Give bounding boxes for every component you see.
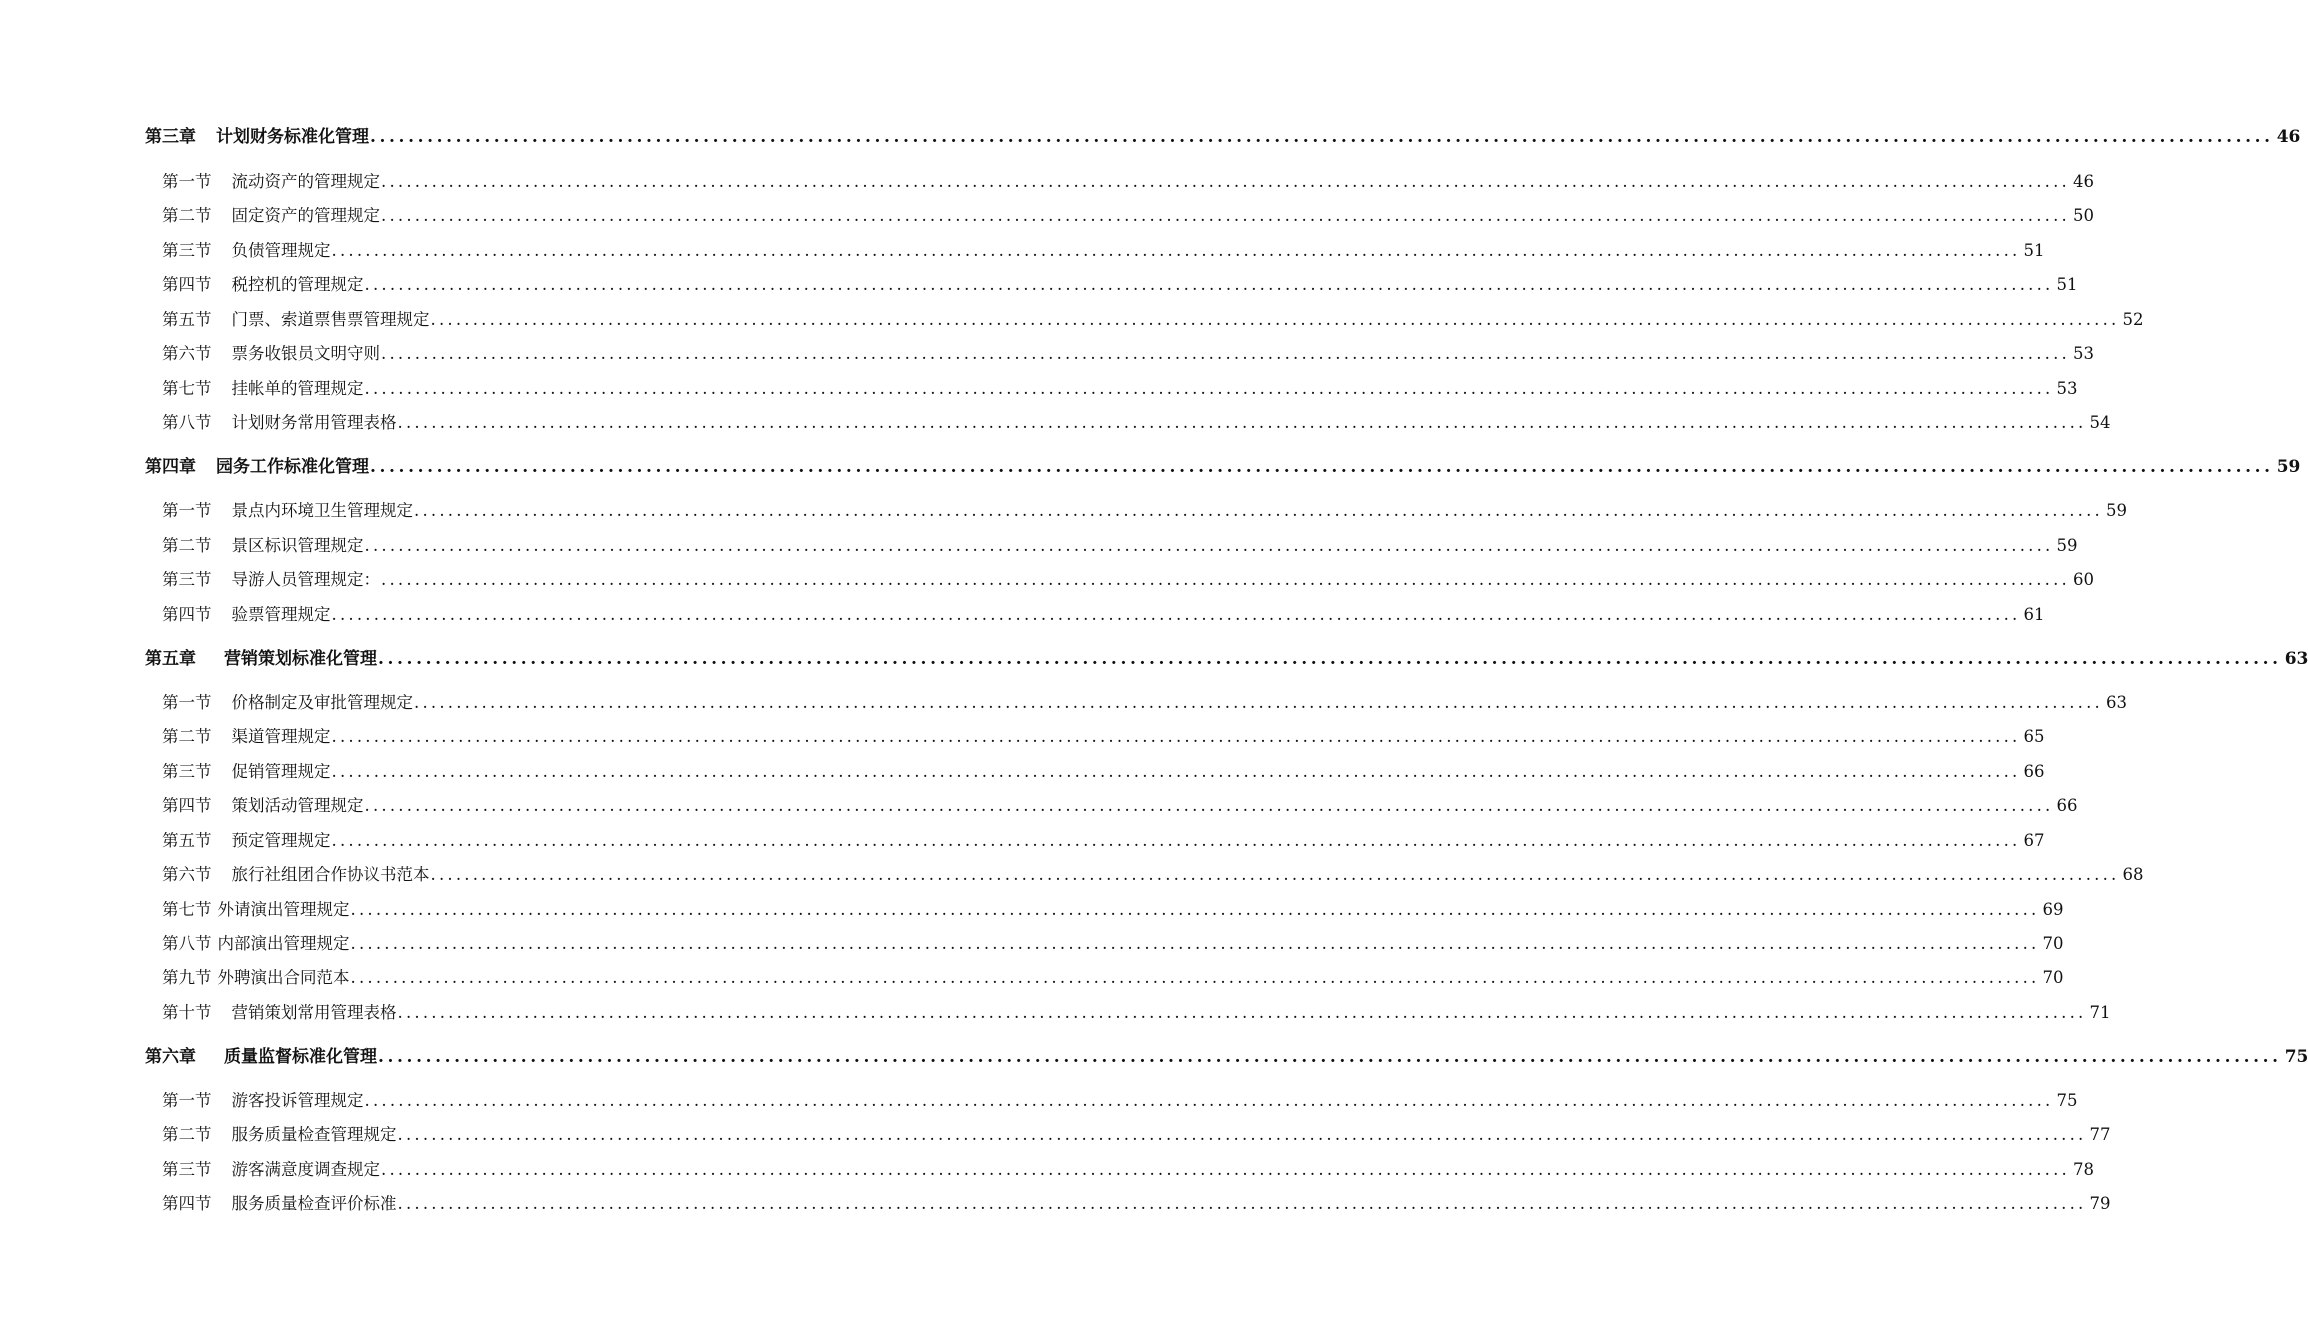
section-number: 第四节 <box>162 275 212 294</box>
section-number: 第八节 <box>162 934 212 953</box>
chapter-number: 第五章 <box>145 649 196 669</box>
dot-leader: ........................................................................................................................................................................................................ <box>364 796 2054 815</box>
section-title: 外聘演出合同范本 <box>217 968 350 987</box>
dot-leader: ........................................................................................................................................................................................................ <box>397 1125 2087 1144</box>
toc-section-entry[interactable] <box>162 499 2127 523</box>
page-number: 69 <box>2042 900 2064 919</box>
dot-leader: ........................................................................................................................................................................................................ <box>430 865 2120 884</box>
page-number: 75 <box>2056 1091 2078 1110</box>
toc-section-entry[interactable] <box>162 534 2078 558</box>
toc-section-entry[interactable] <box>162 308 2144 332</box>
dot-leader: ........................................................................................................................................................................................................ <box>378 1047 2282 1067</box>
section-title: 景点内环境卫生管理规定 <box>231 501 413 520</box>
page-number: 46 <box>2072 172 2094 191</box>
section-number: 第八节 <box>162 413 212 432</box>
dot-leader: ........................................................................................................................................................................................................ <box>331 605 2021 624</box>
toc-section-entry[interactable] <box>162 691 2127 715</box>
section-title: 预定管理规定 <box>231 831 331 850</box>
page-number: 68 <box>2122 865 2144 884</box>
section-number: 第二节 <box>162 206 212 225</box>
dot-leader: ........................................................................................................................................................................................................ <box>331 831 2021 850</box>
page-number: 53 <box>2072 344 2094 363</box>
page-number: 75 <box>2284 1047 2308 1067</box>
dot-leader: ........................................................................................................................................................................................................ <box>381 1160 2070 1179</box>
section-title: 服务质量检查管理规定 <box>231 1125 397 1144</box>
toc-section-entry[interactable] <box>162 966 2064 990</box>
section-number: 第六节 <box>162 344 212 363</box>
toc-section-entry[interactable] <box>162 170 2094 194</box>
chapter-title: 计划财务标准化管理 <box>216 127 369 147</box>
dot-leader: ........................................................................................................................................................................................................ <box>381 344 2070 363</box>
toc-section-entry[interactable] <box>162 1001 2111 1025</box>
page-number: 63 <box>2284 649 2308 669</box>
section-number: 第五节 <box>162 831 212 850</box>
dot-leader: ........................................................................................................................................................................................................ <box>397 413 2087 432</box>
dot-leader: ........................................................................................................................................................................................................ <box>381 172 2070 191</box>
toc-section-entry[interactable] <box>162 603 2045 627</box>
section-number: 第十节 <box>162 1003 212 1022</box>
toc-chapter-entry[interactable] <box>145 1045 2308 1069</box>
page-number: 51 <box>2056 275 2078 294</box>
chapter-title: 营销策划标准化管理 <box>224 649 377 669</box>
section-title: 策划活动管理规定 <box>231 796 364 815</box>
section-number: 第一节 <box>162 693 212 712</box>
section-number: 第一节 <box>162 1091 212 1110</box>
page-number: 66 <box>2056 796 2078 815</box>
section-title: 服务质量检查评价标准 <box>231 1194 397 1213</box>
page-number: 51 <box>2023 241 2045 260</box>
dot-leader: ........................................................................................................................................................................................................ <box>378 649 2282 669</box>
section-number: 第二节 <box>162 727 212 746</box>
dot-leader: ........................................................................................................................................................................................................ <box>331 762 2021 781</box>
page-number: 60 <box>2072 570 2094 589</box>
section-title: 验票管理规定 <box>231 605 331 624</box>
section-title: 挂帐单的管理规定 <box>231 379 364 398</box>
toc-section-entry[interactable] <box>162 760 2045 784</box>
page-number: 65 <box>2023 727 2045 746</box>
section-number: 第二节 <box>162 536 212 555</box>
page-number: 59 <box>2105 501 2127 520</box>
dot-leader: ........................................................................................................................................................................................................ <box>381 570 2070 589</box>
chapter-number: 第三章 <box>145 127 196 147</box>
section-title: 固定资产的管理规定 <box>231 206 380 225</box>
toc-section-entry[interactable] <box>162 794 2078 818</box>
toc-section-entry[interactable] <box>162 1123 2111 1147</box>
section-title: 税控机的管理规定 <box>231 275 364 294</box>
toc-section-entry[interactable] <box>162 342 2094 366</box>
dot-leader: ........................................................................................................................................................................................................ <box>364 1091 2054 1110</box>
page-number: 50 <box>2072 206 2094 225</box>
page-number: 54 <box>2089 413 2111 432</box>
toc-chapter-entry[interactable] <box>145 125 2301 149</box>
section-title: 门票、索道票售票管理规定 <box>231 310 430 329</box>
page-number: 79 <box>2089 1194 2111 1213</box>
section-title: 外请演出管理规定 <box>217 900 350 919</box>
dot-leader: ........................................................................................................................................................................................................ <box>350 968 2040 987</box>
dot-leader: ........................................................................................................................................................................................................ <box>350 900 2040 919</box>
toc-section-entry[interactable] <box>162 863 2144 887</box>
section-number: 第六节 <box>162 865 212 884</box>
section-title: 促销管理规定 <box>231 762 331 781</box>
toc-section-entry[interactable] <box>162 932 2064 956</box>
page-number: 61 <box>2023 605 2045 624</box>
section-number: 第一节 <box>162 501 212 520</box>
section-title: 景区标识管理规定 <box>231 536 364 555</box>
toc-section-entry[interactable] <box>162 1158 2094 1182</box>
toc-section-entry[interactable] <box>162 1192 2111 1216</box>
section-number: 第三节 <box>162 570 212 589</box>
dot-leader: ........................................................................................................................................................................................................ <box>370 127 2274 147</box>
page-number: 77 <box>2089 1125 2111 1144</box>
toc-section-entry[interactable] <box>162 568 2094 592</box>
chapter-number: 第六章 <box>145 1047 196 1067</box>
toc-section-entry[interactable] <box>162 1089 2078 1113</box>
section-number: 第七节 <box>162 379 212 398</box>
page-number: 59 <box>2056 536 2078 555</box>
dot-leader: ........................................................................................................................................................................................................ <box>414 693 2103 712</box>
section-title: 价格制定及审批管理规定 <box>231 693 413 712</box>
section-number: 第四节 <box>162 796 212 815</box>
dot-leader: ........................................................................................................................................................................................................ <box>381 206 2070 225</box>
page-number: 59 <box>2276 457 2301 477</box>
chapter-title: 园务工作标准化管理 <box>216 457 369 477</box>
section-number: 第一节 <box>162 172 212 191</box>
page-number: 53 <box>2056 379 2078 398</box>
page-number: 70 <box>2042 968 2064 987</box>
section-title: 旅行社组团合作协议书范本 <box>231 865 430 884</box>
page-number: 63 <box>2105 693 2127 712</box>
page-number: 46 <box>2276 127 2301 147</box>
dot-leader: ........................................................................................................................................................................................................ <box>331 727 2021 746</box>
toc-section-entry[interactable] <box>162 239 2045 263</box>
section-title: 游客投诉管理规定 <box>231 1091 364 1110</box>
toc-section-entry[interactable] <box>162 898 2064 922</box>
section-number: 第二节 <box>162 1125 212 1144</box>
dot-leader: ........................................................................................................................................................................................................ <box>350 934 2040 953</box>
toc-chapter-entry[interactable] <box>145 455 2301 479</box>
page-number: 78 <box>2072 1160 2094 1179</box>
dot-leader: ........................................................................................................................................................................................................ <box>414 501 2103 520</box>
section-title: 导游人员管理规定： <box>231 570 380 589</box>
dot-leader: ........................................................................................................................................................................................................ <box>397 1003 2087 1022</box>
toc-section-entry[interactable] <box>162 829 2045 853</box>
chapter-title: 质量监督标准化管理 <box>224 1047 377 1067</box>
section-title: 票务收银员文明守则 <box>231 344 380 363</box>
dot-leader: ........................................................................................................................................................................................................ <box>364 275 2054 294</box>
section-number: 第三节 <box>162 762 212 781</box>
section-title: 营销策划常用管理表格 <box>231 1003 397 1022</box>
section-title: 游客满意度调查规定 <box>231 1160 380 1179</box>
page-number: 52 <box>2122 310 2144 329</box>
chapter-number: 第四章 <box>145 457 196 477</box>
dot-leader: ........................................................................................................................................................................................................ <box>370 457 2274 477</box>
toc-section-entry[interactable] <box>162 725 2045 749</box>
section-number: 第五节 <box>162 310 212 329</box>
section-number: 第四节 <box>162 1194 212 1213</box>
dot-leader: ........................................................................................................................................................................................................ <box>397 1194 2087 1213</box>
page-number: 71 <box>2089 1003 2111 1022</box>
dot-leader: ........................................................................................................................................................................................................ <box>331 241 2021 260</box>
section-number: 第九节 <box>162 968 212 987</box>
toc-section-entry[interactable] <box>162 273 2078 297</box>
page-number: 70 <box>2042 934 2064 953</box>
dot-leader: ........................................................................................................................................................................................................ <box>430 310 2120 329</box>
toc-chapter-entry[interactable] <box>145 647 2308 671</box>
dot-leader: ........................................................................................................................................................................................................ <box>364 379 2054 398</box>
section-number: 第三节 <box>162 241 212 260</box>
toc-section-entry[interactable] <box>162 204 2094 228</box>
section-title: 流动资产的管理规定 <box>231 172 380 191</box>
page-number: 67 <box>2023 831 2045 850</box>
section-title: 内部演出管理规定 <box>217 934 350 953</box>
section-title: 计划财务常用管理表格 <box>231 413 397 432</box>
section-number: 第三节 <box>162 1160 212 1179</box>
page-number: 66 <box>2023 762 2045 781</box>
dot-leader: ........................................................................................................................................................................................................ <box>364 536 2054 555</box>
section-title: 负债管理规定 <box>231 241 331 260</box>
toc-section-entry[interactable] <box>162 377 2078 401</box>
section-number: 第七节 <box>162 900 212 919</box>
toc-section-entry[interactable] <box>162 411 2111 435</box>
section-number: 第四节 <box>162 605 212 624</box>
section-title: 渠道管理规定 <box>231 727 331 746</box>
